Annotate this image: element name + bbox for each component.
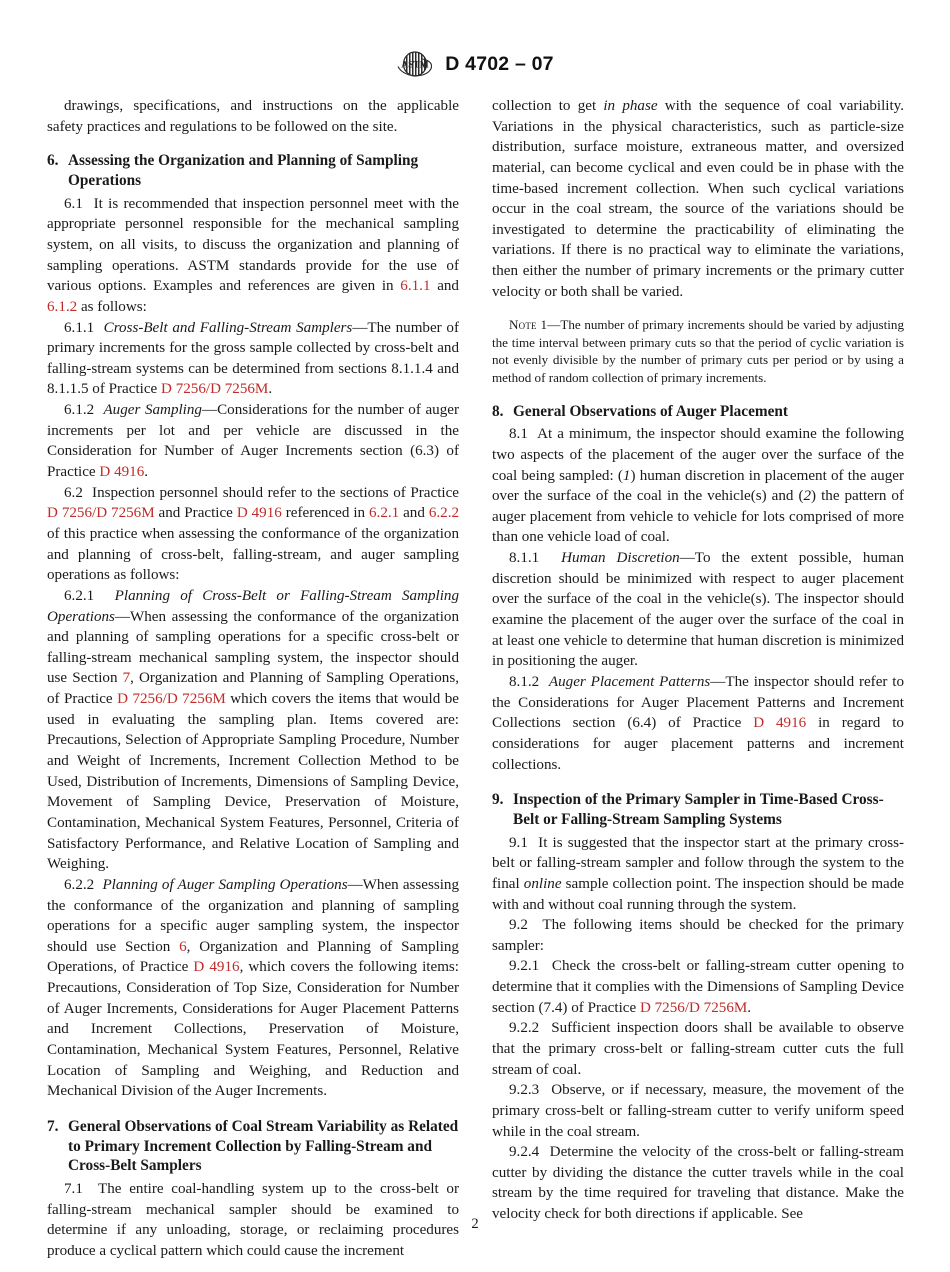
- emphasis-in-phase: in phase: [603, 98, 658, 114]
- section-8-number: 8.: [492, 402, 504, 420]
- paragraph-8-1-2: 8.1.2 Auger Placement Patterns—The inspector should refer to the Considerations for Auger Placement Patterns and Increment Collections section (6.4) of Practice D 4916 in regard to considerations for auger placement patterns and increment collections.: [492, 673, 905, 773]
- xref-d7256[interactable]: D 7256/D 7256M: [117, 691, 226, 708]
- paragraph-9-2: 9.2 The following items should be checked for the primary sampler:: [492, 917, 904, 954]
- two-column-body: [47, 96, 905, 1262]
- document-designation: D 4702 – 07: [445, 52, 554, 75]
- xref-d4916[interactable]: D 4916: [753, 715, 807, 732]
- clause-label-9-2-1: 9.2.1: [509, 958, 540, 975]
- section-6-heading: [47, 151, 459, 190]
- astm-logo-icon: [396, 47, 434, 81]
- clause-title-6-2-1: Planning of Cross-Belt or Falling-Stream Sampling Operations: [47, 587, 460, 625]
- clause-label-9-2-3: 9.2.3: [509, 1082, 540, 1099]
- right-column: [492, 96, 904, 1262]
- paragraph-6-1-2: 6.1.2 Auger Sampling—Considerations for the number of auger increments per lot and per vehicle are discussed in the Consideration for Number of Auger Increments section (6.3) of Practice D 4916.: [47, 402, 459, 481]
- xref-section-7[interactable]: 7: [122, 670, 131, 687]
- clause-label-9-1: 9.1: [509, 834, 528, 851]
- section-8-heading: [492, 402, 904, 422]
- paragraph-9-2-2: 9.2.2 Sufficient inspection doors shall be available to observe that the primary cross-belt or falling-stream cutter cuts the full stream of coal.: [492, 1020, 904, 1078]
- clause-label-6-1: 6.1: [64, 195, 83, 212]
- document-header: [0, 44, 950, 84]
- paragraph-8-1-1: 8.1.1 Human Discretion—To the extent possible, human discretion should be minimized with respect to auger placement over the surface of the coal in the vehicle(s). The inspector should examine the placement of the auger over the surface of the coal in at least one vehicle to determine that human discretion is minimized in positioning the auger.: [492, 550, 904, 670]
- clause-label-8-1-2: 8.1.2: [509, 673, 540, 690]
- svg-text:ASTM: ASTM: [401, 60, 429, 71]
- section-9-title: Inspection of the Primary Sampler in Time-Based Cross-Belt or Falling-Stream Sampling Systems: [513, 791, 884, 828]
- clause-title-8-1-1: Human Discretion: [561, 550, 680, 567]
- paragraph-6-2: 6.2 Inspection personnel should refer to the sections of Practice D 7256/D 7256M and Practice D 4916 referenced in 6.2.1 and 6.2.2 of this practice when assessing the conformance of the organization and planning of cross-belt, falling-stream, and auger sampling operations as follows:: [47, 484, 460, 584]
- note-1: Note 1—The number of primary increments should be varied by adjusting the time interval between primary cuts so that the period of cyclic variation is not evenly divisible by the number of primary cuts per period or by using a method of random collection of primary increments.: [492, 317, 904, 385]
- clause-label-6-2: 6.2: [64, 484, 83, 501]
- paragraph-9-2-3: 9.2.3 Observe, or if necessary, measure, the movement of the primary cross-belt or falling-stream cutter to verify uniform speed while in the coal stream.: [492, 1082, 905, 1140]
- paragraph-6-1-1: 6.1.1 Cross-Belt and Falling-Stream Samplers—The number of primary increments for the gross sample collected by cross-belt and falling-stream systems can be determined from sections 8.1.1.4 and 8.1.1.5 of Practice D 7256/D 7256M.: [47, 319, 459, 398]
- section-7-heading: [47, 1117, 459, 1176]
- clause-label-7-1: 7.1: [64, 1181, 83, 1198]
- clause-title-6-1-2: Auger Sampling: [103, 402, 202, 419]
- xref-d4916[interactable]: D 4916: [236, 505, 282, 522]
- section-9-heading: [492, 790, 904, 829]
- xref-section-6[interactable]: 6: [179, 938, 187, 955]
- clause-label-9-2-4: 9.2.4: [509, 1144, 540, 1161]
- section-7-title: General Observations of Coal Stream Variability as Related to Primary Increment Collection by Falling-Stream and Cross-Belt Samplers: [68, 1117, 459, 1175]
- paragraph-7-1: 7.1 The entire coal-handling system up to the cross-belt or falling-stream mechanical sampler should be examined to determine if any unloading, storage, or reclaiming procedures produce a cyclical pattern which could cause the increment: [47, 1181, 459, 1259]
- left-column: [47, 96, 459, 1262]
- xref-6-2-2[interactable]: 6.2.2: [428, 505, 460, 522]
- section-9-number: 9.: [492, 791, 504, 809]
- xref-d7256[interactable]: D 7256/D 7256M: [161, 381, 269, 398]
- clause-title-6-1-1: Cross-Belt and Falling-Stream Samplers: [103, 319, 353, 336]
- clause-title-6-2-2: Planning of Auger Sampling Operations: [102, 876, 348, 893]
- clause-label-9-2-2: 9.2.2: [509, 1020, 540, 1037]
- clause-label-6-1-2: 6.1.2: [64, 402, 95, 419]
- section-8-title: General Observations of Auger Placement: [513, 402, 789, 420]
- paragraph-9-1: 9.1 It is suggested that the inspector start at the primary cross-belt or falling-stream sampler and follow through the system to the final online sample collection point. The inspection should be made with and without coal running through the system.: [492, 834, 904, 913]
- clause-label-6-2-2: 6.2.2: [64, 876, 95, 893]
- xref-d4916[interactable]: D 4916: [193, 959, 240, 976]
- enum-1: 1: [622, 467, 631, 484]
- page-number: 2: [471, 1216, 479, 1232]
- section-6-title: Assessing the Organization and Planning of Sampling Operations: [68, 152, 419, 189]
- xref-d7256[interactable]: D 7256/D 7256M: [639, 999, 748, 1016]
- paragraph-continued-from-previous-page: drawings, specifications, and instructions on the applicable safety practices and regulations to be followed on the site.: [47, 98, 459, 135]
- xref-6-2-1[interactable]: 6.2.1: [369, 505, 400, 522]
- enum-2: 2: [803, 488, 812, 505]
- clause-label-6-1-1: 6.1.1: [64, 319, 95, 336]
- emphasis-online: online: [523, 875, 562, 892]
- xref-6-1-1[interactable]: 6.1.1: [400, 278, 431, 295]
- clause-label-9-2: 9.2: [509, 917, 528, 934]
- clause-title-8-1-2: Auger Placement Patterns: [548, 673, 711, 690]
- section-7-number: 7.: [47, 1117, 59, 1135]
- clause-label-8-1: 8.1: [509, 426, 528, 443]
- paragraph-9-2-1: 9.2.1 Check the cross-belt or falling-stream cutter opening to determine that it complies with the Dimensions of Sampling Device section (7.4) of Practice D 7256/D 7256M.: [492, 958, 904, 1016]
- paragraph-continued-coal-variability: collection to get in phase with the sequence of coal variability. Variations in the physical characteristics, such as particle-size distribution, surface moisture, extraneous matter, and oversized material, can become cyclical and even could be in phase with the time-based increment collection. When such cyclical variations occur in the coal stream, the source of the variations should be investigated to determine the practicability of eliminating the variations. If there is no practical way to eliminate the variations, then either the number of primary increments or the primary cutter velocity or both shall be varied.: [492, 98, 905, 300]
- clause-label-8-1-1: 8.1.1: [509, 550, 540, 567]
- note-1-label: Note 1: [509, 317, 548, 333]
- paragraph-6-1: 6.1 It is recommended that inspection personnel meet with the appropriate personnel responsible for the mechanical sampling system, on all visits, to discuss the organization and planning of sampling operations. ASTM standards provide for the use of various options. Examples and references are given in 6.1.1 and 6.1.2 as follows:: [47, 195, 460, 315]
- xref-d4916[interactable]: D 4916: [99, 464, 145, 481]
- xref-d7256[interactable]: D 7256/D 7256M: [47, 505, 155, 522]
- xref-6-1-2[interactable]: 6.1.2: [47, 298, 78, 315]
- paragraph-6-2-1: 6.2.1 Planning of Cross-Belt or Falling-Stream Sampling Operations—When assessing the conformance of the organization and planning of sampling operations for a specific cross-belt or falling-stream mechanical sampling system, the inspector should use Section 7, Organization and Planning of Sampling Operations, of Practice D 7256/D 7256M which covers the items that would be used in evaluating the sampling plan. Items covered are: Precautions, Selection of Appropriate Sampling Procedure, Number and Weight of Increments, Increment Collection Method to be Used, Distribution of Increments, Dimensions of Sampling Device, Movement of Sampling Device, Preservation of Moisture, Contamination, Mechanical System Features, Personnel, Criteria of Satisfactory Performance, and Relative Location of Sampling and Weighing.: [47, 587, 460, 873]
- section-6-number: 6.: [47, 152, 59, 170]
- paragraph-8-1: 8.1 At a minimum, the inspector should examine the following two aspects of the placement of the auger over the surface of the coal being sampled: (1) human discretion in placement of the auger over the surface of the coal in the vehicle(s) and (2) the pattern of auger placement from vehicle to vehicle for lots comprised of more than one vehicle load of coal.: [492, 426, 905, 546]
- paragraph-9-2-4: 9.2.4 Determine the velocity of the cross-belt or falling-stream cutter by dividing the distance the cutter travels while in the coal stream by the time required for traveling that distance. Make the velocity check for both directions if applicable. See: [492, 1144, 905, 1223]
- clause-label-6-2-1: 6.2.1: [64, 587, 95, 604]
- paragraph-6-2-2: 6.2.2 Planning of Auger Sampling Operations—When assessing the conformance of the organization and planning of sampling operations for a specific auger sampling system, the inspector should use Section 6, Organization and Planning of Sampling Operations, of Practice D 4916, which covers the following items: Precautions, Consideration of Top Size, Consideration for Number of Auger Increments, Considerations for Auger Placement Patterns and Increment Collections, Preservation of Moisture, Contamination, Mechanical System Features, Personnel, Relative Location of Sampling and Weighing, and Reduction and Mechanical Division of the Auger Increments.: [47, 876, 460, 1100]
